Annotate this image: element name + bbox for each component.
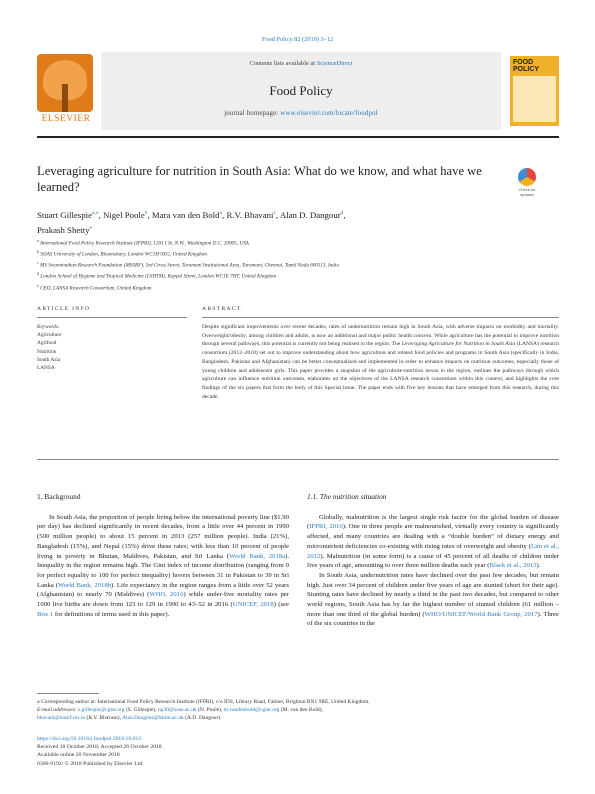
journal-cover-thumbnail: [510, 56, 559, 126]
author[interactable]: R.V. Bhavani$^c$: [226, 209, 276, 220]
footnotes: [37, 698, 559, 723]
copyright: 0306-9192/ © 2018 Published by Elsevier Ltd.: [37, 760, 144, 767]
abstract-text: Despite significant improvements over recent decades, rates of undernutrition remain high in South Asia, with adverse impacts on morbidity and mortality. Overweight/obesity, among children and adults, is now an additional and major public health concern. While agriculture has the potential to improve nutrition through several pathways, this potential is currently not being realised in the region. The Leveraging Agriculture for Nutrition in South Asia (LANSA) research consortium (2012–2018) set out to improve understanding about how agriculture and related food policies and programs in South Asia (specifically in India, Bangladesh, Pakistan and Afghanistan) can be better conceptualised and implemented in order to enhance impacts on nutrition outcomes, especially those of young children and adolescent girls. This paper provides a snapshot of the agriculture-nutrition nexus in the region, outlines the pathways through which agriculture can influence nutrition outcomes, elaborates on the objectives of the LANSA research consortium within this context, and highlights the core findings of the six papers that form the body of this Special Issue. The paper ends with five key lessons that have emerged from this research, during this decade.: [202, 324, 560, 400]
citation-link[interactable]: Black et al., 2013: [489, 562, 537, 570]
keywords-heading: Keywords:: [37, 324, 60, 330]
citation-link[interactable]: WHO/UNICEF/World Bank Group, 2017: [424, 610, 538, 618]
masthead-banner: [101, 52, 501, 130]
journal-masthead: [37, 52, 559, 132]
email-link[interactable]: s.gillespie@cgiar.org: [78, 707, 125, 714]
footnote-rule: [37, 693, 99, 694]
abstract-label: ABSTRACT: [202, 306, 242, 312]
abstract-rule: [202, 317, 559, 318]
email-link[interactable]: bhavani@mssrf.res.in: [37, 715, 86, 722]
body-paragraph: Globally, malnutrition is the largest single risk factor for the global burden of disease (IFPRI, 2016). One in three people are malnourished, virtually every country is significantly affected, and many countries are dealing with a “double burden” of dietary energy and micronutrient deficiencies co-existing with rising rates of overweight and obesity (Lim et al., 2012). Malnutrition (in some form) is a cause of 45 percent of all deaths of children under five years of age, amounting to over three million deaths each year (Black et al., 2013).: [307, 513, 560, 570]
author-list: Stuart Gillespie$^{a,⁎}$, Nigel Poole$^b$, Mara van den Bold$^a$, R.V. Bhavani$^c$, Alan D. Dangour$^d$, Prakash Shetty$^e$: [37, 209, 346, 235]
affiliation: $^d$ London School of Hygiene and Tropical Medicine (LSHTM), Keppel Street, London WC1E 7HT, United Kingdom: [37, 271, 276, 281]
section-heading-background: 1. Background: [37, 492, 81, 501]
author[interactable]: Stuart Gillespie$^{a,⁎}$: [37, 209, 99, 220]
keyword: LANSA: [37, 365, 55, 372]
corresponding-author-note: ⁎ Corresponding author at: International Food Policy Research Institute (IFPRI), c/o IDS, Library Road, Falmer, Brighton BN1 9RE, United Kingdom.: [37, 699, 370, 705]
received-dates: Received 18 October 2018; Accepted 26 October 2018: [37, 744, 162, 751]
keyword: Agrifood: [37, 340, 57, 347]
email-link[interactable]: m.vandenbold@cgiar.org: [223, 707, 280, 714]
section-heading-nutrition: 1.1. The nutrition situation: [307, 492, 387, 501]
article-title: Leveraging agriculture for nutrition in South Asia: What do we know, and what have we learned?: [37, 164, 482, 194]
homepage-line: journal homepage: www.elsevier.com/locate/foodpol: [224, 110, 378, 117]
crossmark-icon: [518, 168, 536, 186]
article-info-rule: [37, 317, 187, 318]
citation-link[interactable]: World Bank, 2018b: [57, 581, 112, 589]
author[interactable]: Nigel Poole$^b$: [102, 209, 148, 220]
journal-title: Food Policy: [269, 83, 333, 98]
author[interactable]: Mara van den Bold$^a$: [151, 209, 223, 220]
homepage-link[interactable]: www.elsevier.com/locate/foodpol: [280, 110, 378, 117]
keywords-block: [37, 323, 187, 372]
email-addresses: E-mail addresses: s.gillespie@cgiar.org (S. Gillespie), np30@soas.ac.uk (N. Poole), m.vandenbold@cgiar.org (M. van den Bold), bhavani@mssrf.res.in (R.V. Bhavani), Alan.Dangour@lshtm.ac.uk (A.D. Dangour).: [37, 707, 323, 722]
article-info-label: ARTICLE INFO: [37, 306, 91, 312]
available-online: Available online 20 November 2018: [37, 752, 120, 759]
body-paragraph: In South Asia, undernutrition rates have declined over the past few decades, but remain high. Just over 34 percent of children under five years of age are stunted (short for their age). Stunting rates have declined by nearly a third in the past two decades, but compared to other world regions, South Asia has by far the highest number of stunted children (61 million – more than one third of the global burden) (WHO/UNICEF/World Bank Group, 2017). Three of the six countries in the: [307, 571, 559, 628]
affiliation: $^b$ SOAS University of London, Bloomsbury, London WC1H 0XG, United Kingdom: [37, 249, 207, 258]
author[interactable]: Prakash Shetty$^e$: [37, 224, 92, 235]
crossmark-label: Check for updates: [518, 187, 536, 197]
body-column-right: [307, 492, 559, 629]
author[interactable]: Alan D. Dangour$^d$: [279, 209, 344, 220]
elsevier-wordmark: ELSEVIER: [41, 114, 91, 124]
sciencedirect-link[interactable]: ScienceDirect: [316, 60, 353, 67]
elsevier-logo: [37, 54, 95, 128]
affiliation: $^a$ International Food Policy Research Institute (IFPRI), 1201 I St. N.W., Washington D.C. 20005, USA: [37, 238, 249, 247]
citation-link[interactable]: WHO, 2016: [149, 591, 184, 599]
contents-line: Contents lists available at ScienceDirect: [249, 60, 353, 67]
keyword: South Asia: [37, 356, 61, 363]
affiliation: $^c$ MS Swaminathan Research Foundation (MSSRF), 3rd Cross Street, Taramani Institutional Area, Taramani, Chennai, Tamil Nadu 600113, India: [37, 260, 339, 270]
body-column-left: [37, 492, 289, 619]
body-paragraph: In South Asia, the proportion of people living below the international poverty line ($1.90 per day) has declined significantly in recent decades, from a little over 44 percent in 1990 (500 million people) to about 15 percent in 2013 (257 million people). India (21%), Bangladesh (15%), and Nepal (15%) drive these rates; with less than 10 percent of people living in poverty in Bhutan, Maldives, Pakistan, and Sri Lanka (World Bank, 2018a). Inequality in the region remains high. The Gini index of income distribution (ranging from 0 for perfect equality to 100 for perfect inequality) hovers between 31 in Pakistan to 39 in Sri Lanka (World Bank, 2018b). Life expectancy in the region ranges from a little over 52 years (Afghanistan) to nearly 70 (Maldives) (WHO, 2016) while under-five mortality rates per 1000 live births are down from 123 to 129 in 1990 to 43–52 in 2016 (UNICEF, 2018) (see Box 1 for definitions of terms used in this paper).: [37, 513, 290, 618]
email-link[interactable]: np30@soas.ac.uk: [158, 707, 197, 714]
doi-link[interactable]: https://doi.org/10.1016/j.foodpol.2018.10.012: [37, 736, 142, 742]
citation-link[interactable]: IFPRI, 2016: [309, 523, 343, 531]
citation-link[interactable]: Lim et al., 2012: [307, 542, 559, 560]
citation-link[interactable]: World Bank, 2018a: [228, 552, 286, 560]
cover-image: [513, 76, 556, 122]
affiliations: [37, 237, 557, 293]
box-link[interactable]: Box 1: [37, 610, 54, 618]
affiliation: $^e$ CEO, LANSA Research Consortium, United Kingdom: [37, 282, 152, 292]
journal-reference[interactable]: Food Policy 82 (2019) 3–12: [261, 36, 333, 43]
keyword: Agriculture: [37, 332, 62, 339]
crossmark-badge[interactable]: [515, 168, 539, 200]
keyword: Nutrition: [37, 348, 57, 355]
email-link[interactable]: Alan.Dangour@lshtm.ac.uk: [122, 715, 184, 722]
abstract-bottom-rule: [37, 459, 559, 460]
article-metadata: [37, 735, 337, 768]
elsevier-tree-icon: [37, 54, 93, 112]
citation-link[interactable]: UNICEF, 2018: [232, 601, 274, 609]
header-rule: [37, 136, 559, 138]
cover-title: FOOD POLICY: [513, 59, 540, 73]
